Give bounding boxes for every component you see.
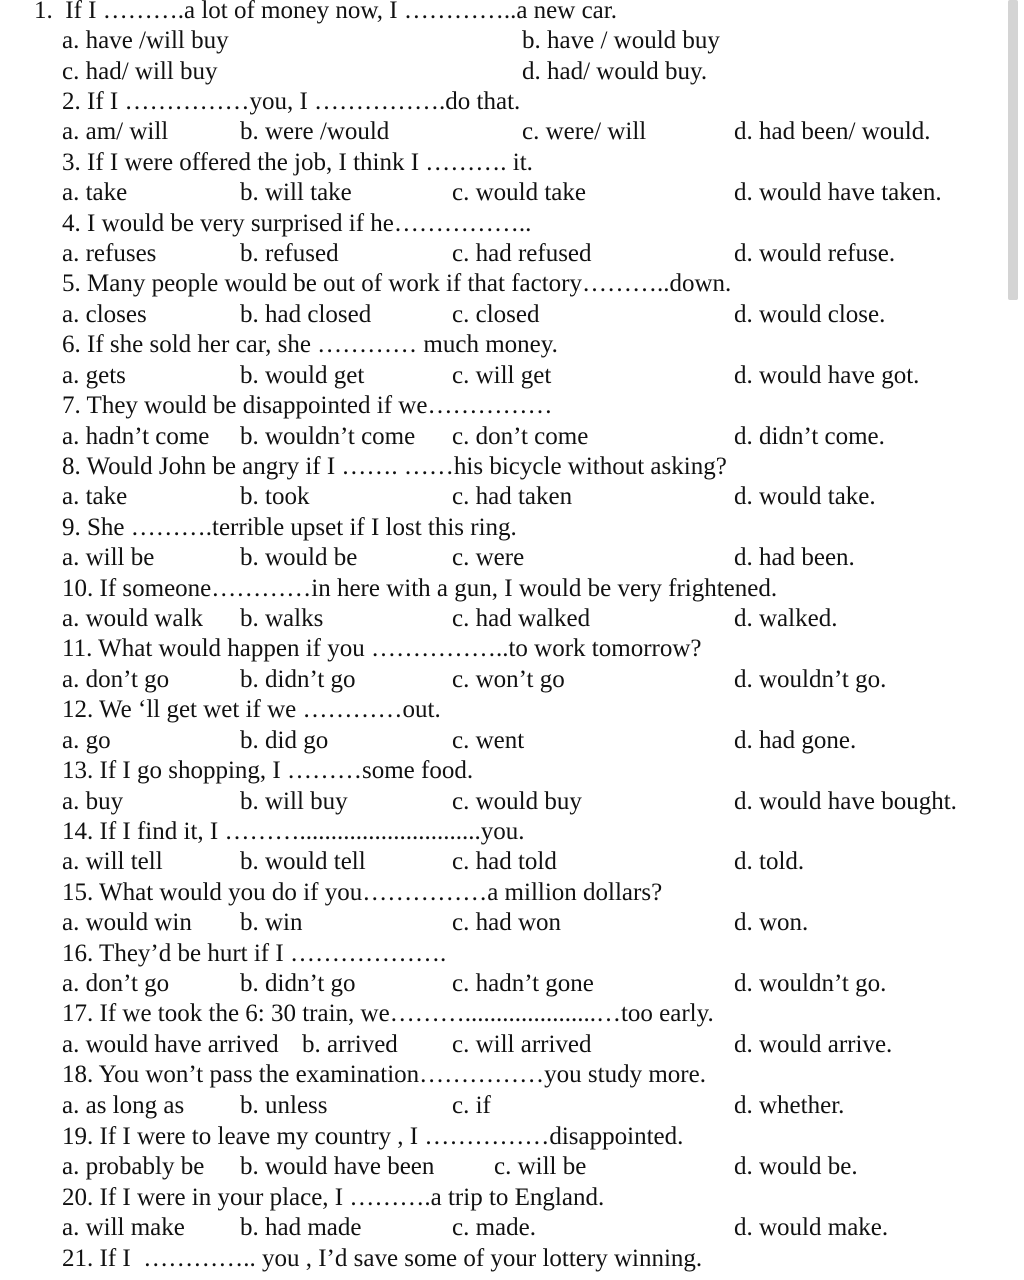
option-line: [62, 1213, 889, 1243]
question-line: [62, 330, 558, 360]
question-text: 3. If I were offered the job, I think I ………. it.: [62, 149, 533, 176]
option-b: b. win: [240, 909, 303, 936]
question-line: [62, 452, 727, 482]
option-b: b. have / would buy: [522, 27, 720, 54]
option-c: c. made.: [452, 1214, 536, 1241]
question-line: [62, 1244, 703, 1274]
option-b: b. would be: [240, 544, 358, 571]
option-c: c. will be: [494, 1153, 587, 1180]
question-text: 17. If we took the 6: 30 train, we……….....................…too early.: [62, 1000, 714, 1027]
question-line: [62, 695, 441, 725]
option-b: b. walks: [240, 605, 324, 632]
option-d: d. would have bought.: [734, 788, 957, 815]
option-d: d. whether.: [734, 1092, 845, 1119]
question-text: 13. If I go shopping, I ………some food.: [62, 757, 474, 784]
option-b: b. were /would: [240, 118, 390, 145]
option-d: d. had been/ would.: [734, 118, 931, 145]
option-line: [62, 1091, 845, 1121]
option-a: a. hadn’t come: [62, 423, 210, 450]
option-line: [62, 1152, 858, 1182]
question-text: 4. I would be very surprised if he……………..: [62, 210, 532, 237]
option-a: a. will be: [62, 544, 155, 571]
option-line: [62, 300, 886, 330]
option-a: a. would have arrived: [62, 1031, 279, 1058]
option-line: [62, 239, 896, 269]
question-text: 16. They’d be hurt if I ……………….: [62, 940, 447, 967]
option-line: [62, 482, 876, 512]
option-c: c. had walked: [452, 605, 591, 632]
option-line: [62, 117, 931, 147]
question-line: [62, 269, 732, 299]
option-d: d. wouldn’t go.: [734, 666, 887, 693]
question-text: 1. If I ……….a lot of money now, I …………..a new car.: [34, 0, 617, 24]
option-d: d. would close.: [734, 301, 886, 328]
option-b: b. did go: [240, 727, 329, 754]
question-line: [62, 817, 525, 847]
option-c: c. had taken: [452, 483, 573, 510]
option-b: b. wouldn’t come: [240, 423, 416, 450]
question-text: 19. If I were to leave my country , I ……………disappointed.: [62, 1123, 684, 1150]
option-c: c. will arrived: [452, 1031, 592, 1058]
option-a: a. take: [62, 179, 128, 206]
option-b: b. had made: [240, 1214, 362, 1241]
option-c: c. would buy: [452, 788, 582, 815]
option-line: [62, 1030, 893, 1060]
option-b: b. would have been: [240, 1153, 435, 1180]
option-a: a. probably be: [62, 1153, 205, 1180]
question-line: [62, 513, 517, 543]
option-d: d. wouldn’t go.: [734, 970, 887, 997]
option-d: d. would have got.: [734, 362, 920, 389]
option-c: c. closed: [452, 301, 540, 328]
question-line: [62, 87, 521, 117]
option-d: d. would arrive.: [734, 1031, 893, 1058]
question-text: 18. You won’t pass the examination……………you study more.: [62, 1061, 706, 1088]
option-a: a. closes: [62, 301, 147, 328]
option-c: c. were/ will: [522, 118, 647, 145]
question-line: [34, 0, 617, 26]
option-b: b. arrived: [302, 1031, 398, 1058]
option-d: d. walked.: [734, 605, 838, 632]
option-c: c. had won: [452, 909, 561, 936]
option-line: [62, 361, 920, 391]
question-line: [62, 391, 553, 421]
scrollbar-thumb[interactable]: [1008, 0, 1018, 300]
question-text: 12. We ‘ll get wet if we …………out.: [62, 696, 441, 723]
option-d: d. had gone.: [734, 727, 857, 754]
option-line: [62, 787, 957, 817]
option-b: b. would get: [240, 362, 365, 389]
option-a: a. don’t go: [62, 970, 170, 997]
option-a: a. have /will buy: [62, 27, 229, 54]
option-a: a. would walk: [62, 605, 203, 632]
option-line: [62, 26, 720, 56]
question-text: 2. If I ……………you, I …………….do that.: [62, 88, 521, 115]
option-c: c. don’t come: [452, 423, 589, 450]
option-line: [62, 604, 838, 634]
option-a: a. would win: [62, 909, 192, 936]
option-b: b. didn’t go: [240, 970, 356, 997]
option-c: c. had told: [452, 848, 557, 875]
option-b: b. unless: [240, 1092, 328, 1119]
option-c: c. had refused: [452, 240, 592, 267]
question-text: 6. If she sold her car, she ………… much money.: [62, 331, 558, 358]
option-b: b. will take: [240, 179, 352, 206]
option-d: d. would make.: [734, 1214, 889, 1241]
question-line: [62, 756, 474, 786]
option-d: d. had been.: [734, 544, 855, 571]
question-line: [62, 999, 714, 1029]
question-text: 10. If someone…………in here with a gun, I would be very frightened.: [62, 575, 778, 602]
option-line: [62, 847, 805, 877]
option-a: a. will tell: [62, 848, 163, 875]
question-text: 20. If I were in your place, I ……….a trip to England.: [62, 1184, 605, 1211]
option-d: d. told.: [734, 848, 805, 875]
option-d: d. would take.: [734, 483, 876, 510]
option-line: [62, 908, 809, 938]
option-d: d. would be.: [734, 1153, 858, 1180]
option-b: b. would tell: [240, 848, 366, 875]
option-a: a. don’t go: [62, 666, 170, 693]
option-a: a. as long as: [62, 1092, 185, 1119]
option-c: c. will get: [452, 362, 552, 389]
question-line: [62, 574, 778, 604]
option-d: d. won.: [734, 909, 809, 936]
option-c: c. went: [452, 727, 525, 754]
option-b: b. will buy: [240, 788, 348, 815]
option-d: d. had/ would buy.: [522, 58, 708, 85]
option-b: b. took: [240, 483, 310, 510]
option-a: a. go: [62, 727, 111, 754]
option-c: c. won’t go: [452, 666, 565, 693]
option-a: a. gets: [62, 362, 126, 389]
option-c: c. if: [452, 1092, 491, 1119]
option-a: a. will make: [62, 1214, 185, 1241]
option-b: b. refused: [240, 240, 339, 267]
option-b: b. didn’t go: [240, 666, 356, 693]
question-line: [62, 878, 663, 908]
option-c: c. were: [452, 544, 525, 571]
question-text: 14. If I find it, I ……….............................you.: [62, 818, 525, 845]
question-text: 8. Would John be angry if I ……. ……his bicycle without asking?: [62, 453, 727, 480]
option-d: d. would refuse.: [734, 240, 896, 267]
option-line: [62, 178, 942, 208]
option-c: c. had/ will buy: [62, 58, 218, 85]
question-text: 15. What would you do if you……………a million dollars?: [62, 879, 663, 906]
option-line: [62, 57, 708, 87]
question-text: 11. What would happen if you ……………..to work tomorrow?: [62, 635, 702, 662]
option-line: [62, 422, 885, 452]
option-a: a. refuses: [62, 240, 157, 267]
option-c: c. hadn’t gone: [452, 970, 594, 997]
option-d: d. didn’t come.: [734, 423, 885, 450]
question-line: [62, 1060, 706, 1090]
option-a: a. take: [62, 483, 128, 510]
option-line: [62, 969, 887, 999]
question-text: 21. If I ………….. you , I’d save some of your lottery winning.: [62, 1245, 703, 1272]
option-line: [62, 543, 855, 573]
question-line: [62, 939, 447, 969]
option-line: [62, 726, 857, 756]
option-line: [62, 665, 887, 695]
question-text: 9. She ……….terrible upset if I lost this ring.: [62, 514, 517, 541]
question-line: [62, 1183, 605, 1213]
option-b: b. had closed: [240, 301, 372, 328]
question-line: [62, 148, 533, 178]
question-text: 5. Many people would be out of work if that factory………..down.: [62, 270, 732, 297]
option-c: c. would take: [452, 179, 586, 206]
option-d: d. would have taken.: [734, 179, 942, 206]
option-a: a. buy: [62, 788, 124, 815]
question-line: [62, 209, 532, 239]
question-line: [62, 634, 702, 664]
question-line: [62, 1122, 684, 1152]
question-text: 7. They would be disappointed if we……………: [62, 392, 553, 419]
option-a: a. am/ will: [62, 118, 169, 145]
